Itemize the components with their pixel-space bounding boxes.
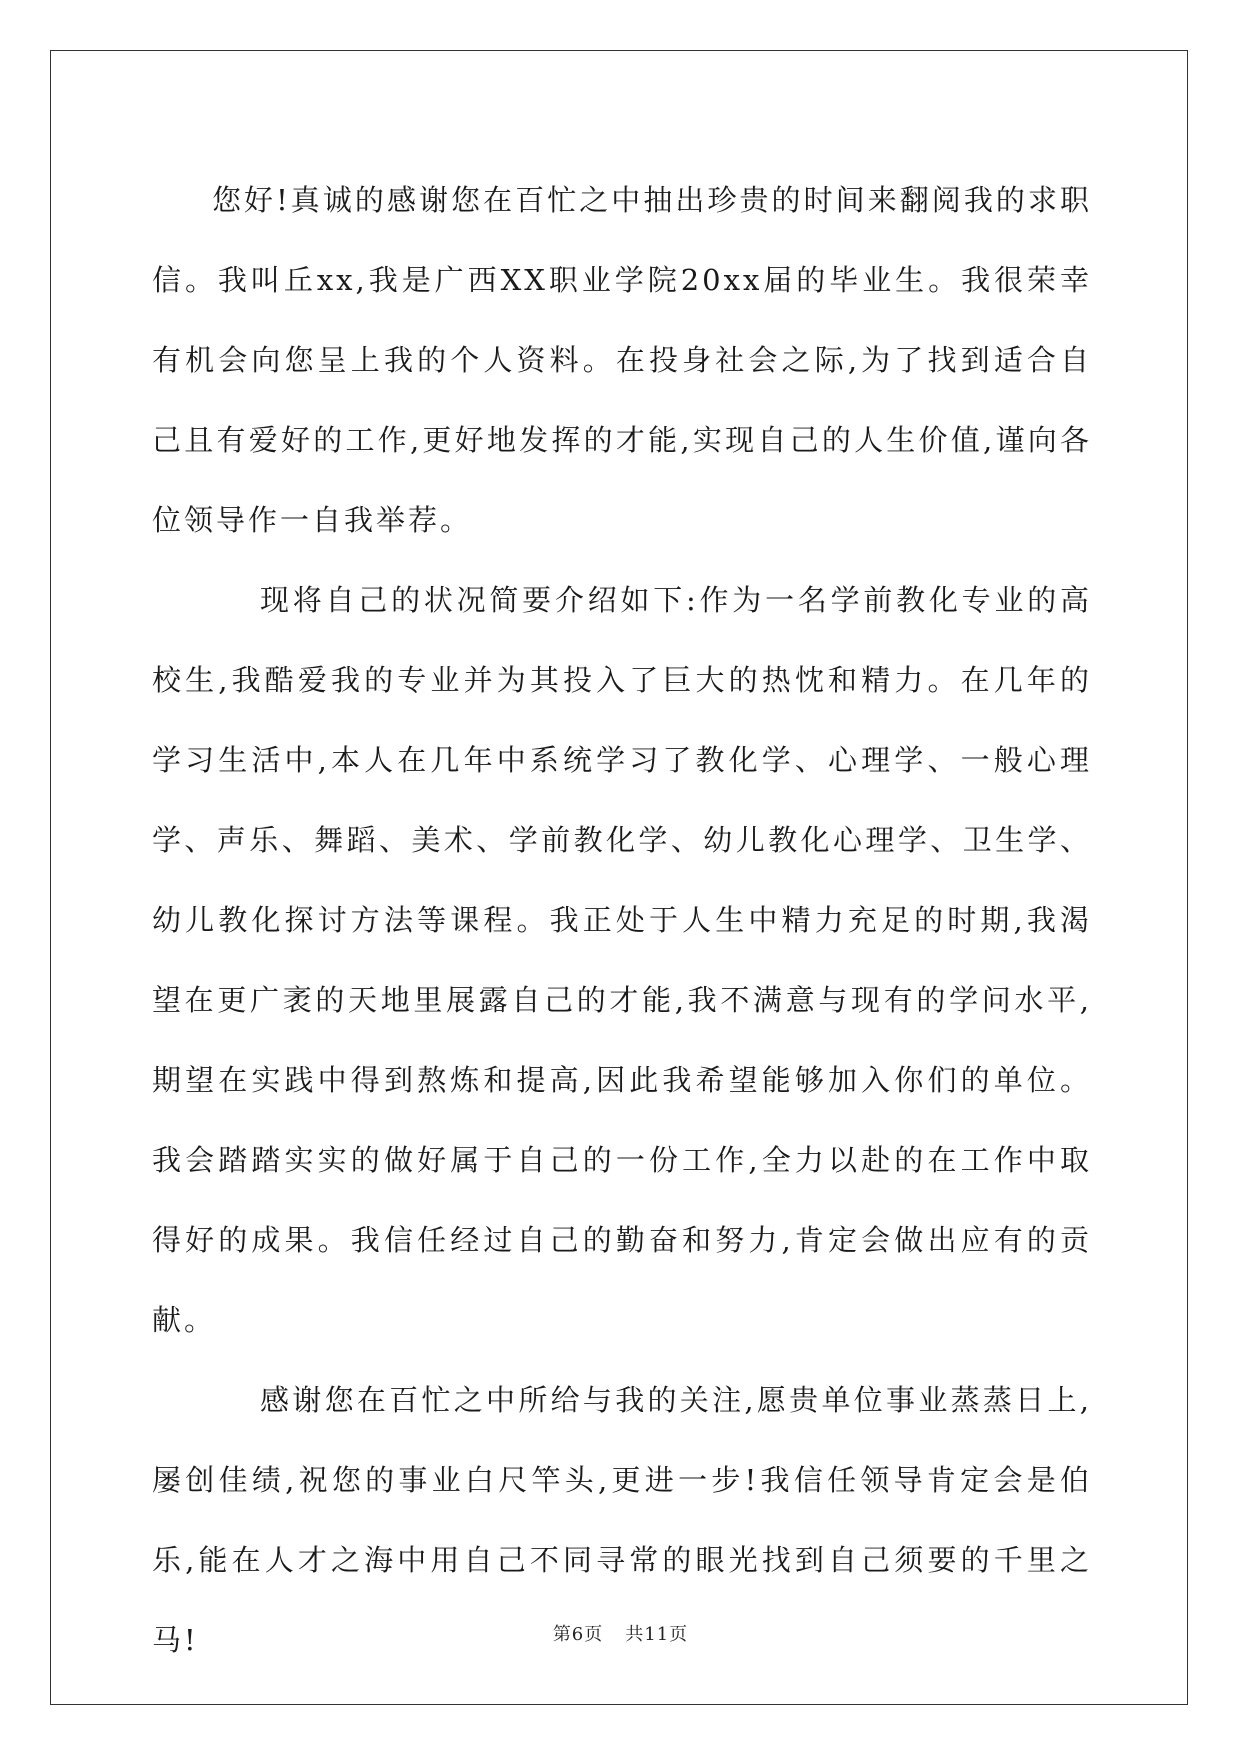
paragraph-introduction: 现将自己的状况简要介绍如下:作为一名学前教化专业的高校生,我酷爱我的专业并为其投入了巨大的热忱和精力。在几年的学习生活中,本人在几年中系统学习了教化学、心理学、一般心理学、声乐、舞蹈、美术、学前教化学、幼儿教化心理学、卫生学、幼儿教化探讨方法等课程。我正处于人生中精力充足的时期,我渴望在更广袤的天地里展露自己的才能,我不满意与现有的学问水平,期望在实践中得到熬炼和提高,因此我希望能够加入你们的单位。我会踏踏实实的做好属于自己的一份工作,全力以赴的在工作中取得好的成果。我信任经过自己的勤奋和努力,肯定会做出应有的贡献。 bbox=[152, 583, 1092, 1337]
page-number: 第6页 bbox=[552, 1624, 604, 1645]
page-footer bbox=[0, 1620, 1241, 1646]
paragraph-greeting: 您好!真诚的感谢您在百忙之中抽出珍贵的时间来翻阅我的求职信。我叫丘xx,我是广西XX职业学院20xx届的毕业生。我很荣幸有机会向您呈上我的个人资料。在投身社会之际,为了找到适合自己且有爱好的工作,更好地发挥的才能,实现自己的人生价值,谨向各位领导作一自我举荐。 bbox=[152, 183, 1092, 537]
letter-body bbox=[152, 160, 1092, 1680]
page-total: 共11页 bbox=[625, 1624, 689, 1645]
paragraph-closing: 感谢您在百忙之中所给与我的关注,愿贵单位事业蒸蒸日上,屡创佳绩,祝您的事业白尺竿头,更进一步!我信任领导肯定会是伯乐,能在人才之海中用自己不同寻常的眼光找到自己须要的千里之马! bbox=[152, 1383, 1092, 1657]
